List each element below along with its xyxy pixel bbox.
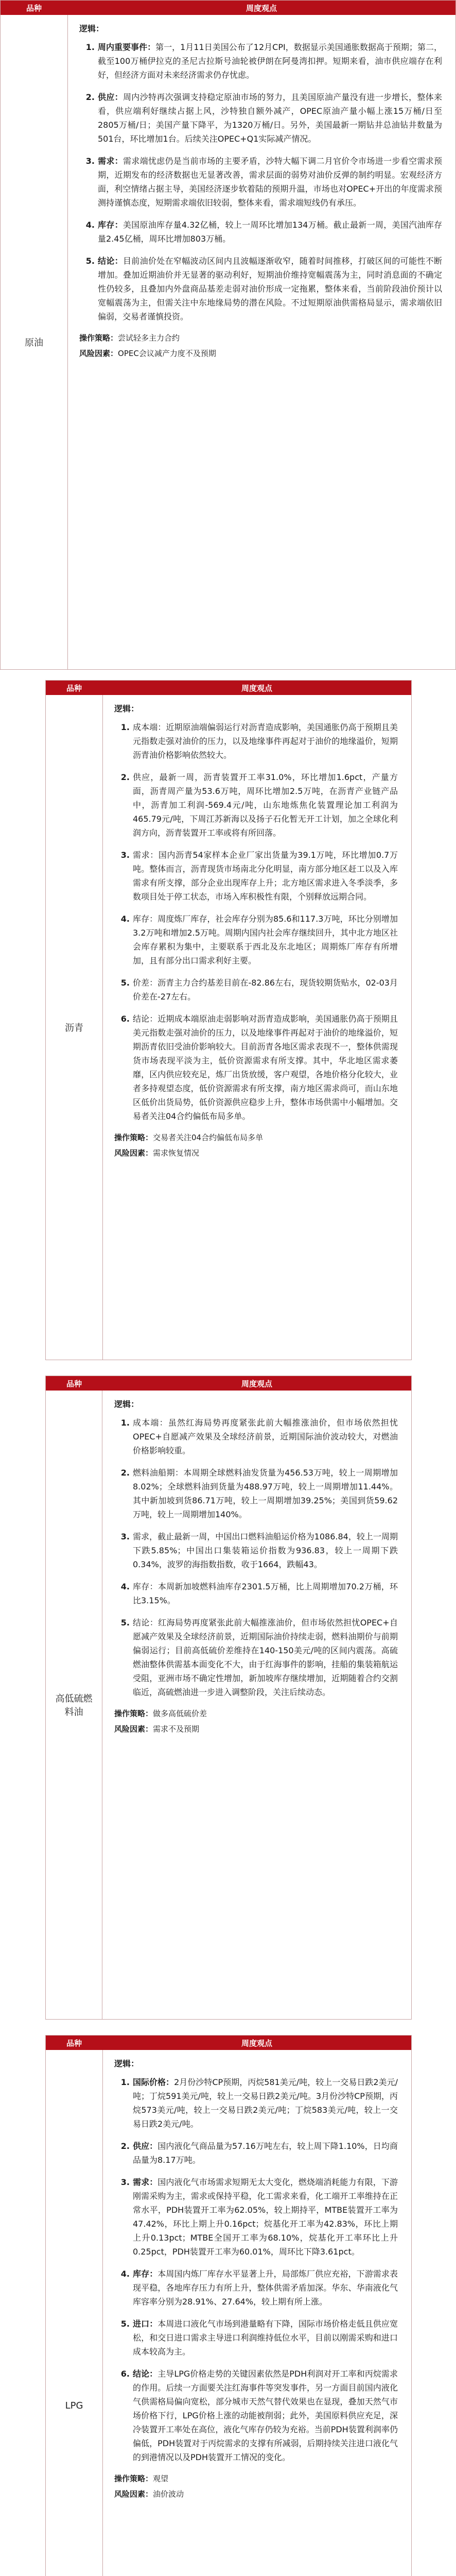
strategy-label: 操作策略： <box>79 333 118 343</box>
list-item <box>114 1416 398 1458</box>
item-number: 4. <box>120 1582 130 1591</box>
strategy-line <box>114 1131 398 1144</box>
header-col-variety: 品种 <box>26 3 42 13</box>
section-fuel-oil <box>45 1376 412 2020</box>
item-number: 1. <box>120 1418 130 1428</box>
risk-line <box>114 2488 398 2500</box>
item-text: 成本端：近期原油端偏弱运行对沥青造成影响，美国通胀仍高于预期且美元指数走强对油价的压力，以及地缘事件再起对于油价的地缘溢价，短期沥青油价格影响依然较大。 <box>133 722 398 760</box>
item-title: 国际价格： <box>133 2077 174 2087</box>
item-title: 周内重要事件： <box>98 42 156 52</box>
risk-text: OPEC会议减产力度不及预期 <box>118 349 216 358</box>
item-title: 结论： <box>98 256 123 266</box>
item-title: 进口： <box>133 2319 158 2329</box>
item-title: 结论： <box>133 2369 158 2379</box>
section-crude-oil <box>0 0 456 670</box>
variety-name: 沥青 <box>46 695 103 1360</box>
table-header <box>46 681 411 695</box>
item-number: 2. <box>120 1468 130 1478</box>
strategy-text: 尝试轻多主力合约 <box>118 333 180 343</box>
item-text: 价差：沥青主力合约基差目前在-82.86左右，现货较期货贴水，02-03月价差在-27左右。 <box>133 978 398 1002</box>
variety-name: 原油 <box>1 15 68 669</box>
item-number: 2. <box>85 92 95 102</box>
logic-label: 逻辑： <box>114 1399 139 1409</box>
risk-text: 需求不及预期 <box>153 1724 200 1734</box>
item-text: 燃料油船期：本周期全球燃料油发货量为456.53万吨，较上一周期增加8.02%；全球燃料油到货量为488.97万吨，较上一周期增加11.44%。其中新加坡到货86.71万吨，较上一周期增加39.25%；美国到货59.62万吨，较上一周期增加140%。 <box>133 1468 398 1519</box>
strategy-line <box>114 2472 398 2485</box>
item-number: 3. <box>120 850 130 860</box>
item-title: 库存： <box>133 2269 158 2279</box>
item-text: 需求：国内沥青54家样本企业厂家出货量为39.1万吨，环比增加0.7万吨。整体而言，沥青现货市场南北分化明显，南方部分地区赶工以及入库需求有所支撑，部分企业出现库存上升；北方地区需求进入冬季淡季，多数项目处于停工状态，市场入库积极性有限，个别释放远期合同。 <box>133 850 398 902</box>
header-col-variety: 品种 <box>66 2038 82 2048</box>
item-text: 供应，最新一周，沥青装置开工率31.0%，环比增加1.6pct，产量方面，沥青周产量为53.6万吨，周环比增加2.5万吨，在沥青产业链产品中，沥青加工利润-569.4元/吨，山东地炼焦化装置理论加工利润为465.79元/吨，下周江苏新海以及扬子石化暂无开工计划，加之全球化利润方向，沥青装置开工率或将有所回落。 <box>133 772 398 838</box>
item-number: 4. <box>120 2269 130 2279</box>
list-item <box>79 40 442 82</box>
risk-label: 风险因素： <box>114 2489 153 2499</box>
list-item <box>114 1616 398 1699</box>
section-lpg <box>45 2035 412 2576</box>
item-number: 6. <box>120 1014 130 1024</box>
item-text: 2月份沙特CP预期，丙烷581美元/吨，较上一交易日跌2美元/吨；丁烷591美元/吨，较上一交易日跌2美元/吨。3月份沙特CP预期，丙烷573美元/吨，较上一交易日跌2美元/吨；丁烷583美元/吨，较上一交易日跌2美元/吨。 <box>133 2077 398 2129</box>
item-text: 需求，截止最新一周，中国出口燃料油船运价格为1086.84，较上一周期下跌5.85%；中国出口集装箱运价指数为936.83，较上一周期下跌0.34%，波罗的海指数指数，收于1664，跌幅43。 <box>133 1532 398 1569</box>
item-number: 1. <box>120 722 130 732</box>
risk-line <box>114 1723 398 1735</box>
section-asphalt <box>45 680 412 1360</box>
risk-label: 风险因素： <box>79 349 118 358</box>
item-text: 库存：周度炼厂库存，社会库存分别为85.6和117.3万吨，环比分别增加3.2万吨和增加2.5万吨。周期内国内社会库存继续回升，其中北方地区社会库存累积为集中，主要联系于西北及东北地区；周期炼厂库存有所增加，且有部分出口需求利好主要。 <box>133 914 398 965</box>
item-title: 供应： <box>133 2141 158 2151</box>
list-item <box>114 1530 398 1571</box>
item-text: 国内液化气市场需求短期无太大变化，燃烧端消耗能力有限，下游刚需采购为主，需求或保持平稳，化工需求来看，化工端开工率维持在正常水平，PDH装置开工率为62.05%，较上期持平，MTBE装置开工率为47.42%，环比上期上升0.16pct；烷基化开工率为42.83%，环比上期上升0.13pct；MTBE全国开工率为68.10%，烷基化开工率环比上升0.25pct，PDH装置开工率为60.01%，周环比下降3.61pct。 <box>133 2177 398 2257</box>
header-col-view: 周度观点 <box>241 2038 272 2048</box>
item-number: 5. <box>120 1618 130 1628</box>
item-text: 结论：近期成本端原油走弱影响对沥青造成影响，美国通胀仍高于预期且美元指数走强对油价的压力，以及地缘事件再起对于油价的地缘溢价，短期沥青依旧受油价影响较大。目前沥青各地区需求表现不一，整体供需现货市场表现平淡为主，低价资源需求有所支撑。其中，华北地区需求萎靡，区内供应较充足，炼厂出货放缓，客户观望，各地价格分化较大，业者多持观望态度，低价资源需求有所支撑，南方地区需求尚可，而山东地区低价出货局势，低价资源供应稳步上升，整体市场供需中小幅增加。交易者关注04合约偏低布局多单。 <box>133 1014 398 1121</box>
list-item <box>79 154 442 210</box>
item-number: 4. <box>120 914 130 924</box>
strategy-text: 观望 <box>153 2474 169 2483</box>
list-item <box>114 720 398 762</box>
item-number: 5. <box>120 978 130 988</box>
list-item <box>114 1466 398 1521</box>
item-number: 3. <box>120 2177 130 2187</box>
strategy-label: 操作策略： <box>114 2474 153 2483</box>
list-item <box>79 254 442 324</box>
item-number: 2. <box>120 772 130 782</box>
list-item <box>79 90 442 146</box>
item-text: 本周国内炼厂库存水平显著上升，局部炼厂供应充裕，下游需求表现平稳，各地库存压力有所上升，整体供需矛盾加深。华东、华南液化气库容率分别为28.91%、27.64%，较上期有所上涨。 <box>133 2269 398 2307</box>
item-text: 第一，1月11日美国公布了12月CPI，数据显示美国通胀数据高于预期；第二，截至100万桶伊拉克的圣尼古拉斯号油轮被伊朗在阿曼湾扣押。短期来看，油市供应端存在利好，但经济方面对未来经济需求仍存忧虑。 <box>98 42 442 80</box>
list-item <box>114 770 398 840</box>
risk-line <box>79 347 442 360</box>
header-col-variety: 品种 <box>66 1379 82 1388</box>
item-text: 主导LPG价格走势的关键因素依然是PDH利润对开工率和丙烷需求的作用。后续一方面要关注红海事件等突发事件，另一方面目前国内液化气供需格局偏向宽松，部分城市天然气替代效果也在显现，叠加天然气市场价格下行，LPG价格上涨的动能被削弱；此外，美国原料供应充足，深冷装置开工率处在高位，液化气库存仍较为充裕。当前PDH装置利润率仍偏低，PDH装置对于丙烷需求的支撑有所减弱，后期持续关注进口液化气的到港情况以及PDH装置开工情况的变化。 <box>133 2369 398 2462</box>
logic-label: 逻辑： <box>79 24 104 33</box>
header-col-variety: 品种 <box>66 683 82 693</box>
item-number: 1. <box>85 42 95 52</box>
list-item <box>79 218 442 246</box>
list-item <box>114 2139 398 2167</box>
item-title: 供应： <box>98 92 123 102</box>
list-item <box>114 912 398 968</box>
item-number: 2. <box>120 2141 130 2151</box>
strategy-line <box>79 332 442 344</box>
strategy-text: 交易者关注04合约偏低布局多单 <box>153 1133 264 1142</box>
item-text: 需求端忧虑仍是当前市场的主要矛盾，沙特大幅下调二月官价令市场进一步看空需求预期，近期发布的经济数据也无显著改善，需求层面的弱势对油价反弹的制约明显。宏观经济方面，利空情绪占据主导，美国经济逐步软着陆的预期升温，市场也对OPEC+开出的年度需求预测持谨慎态度，短期需求端依旧较弱，整体来看，需求端短线仍有承压。 <box>98 156 442 208</box>
list-item <box>114 1012 398 1123</box>
item-text: 目前油价处在窄幅波动区间内且波幅逐渐收窄，随着时间推移，打破区间的可能性不断增加。叠加近期油价并无显著的驱动利好，短期油价维持宽幅震荡为主，同时消息面的不确定性仍较多，且叠加内外盘商品基差走弱对油价形成一定拖累，整体来看，当前阶段油价预计以宽幅震荡为主，但需关注中东地缘局势的潜在风险。不过短期原油供需格局显示，需求端依旧偏弱，交易者谨慎投资。 <box>98 256 442 321</box>
header-col-view: 周度观点 <box>241 1379 272 1388</box>
table-header <box>46 1376 411 1391</box>
list-item <box>114 2317 398 2359</box>
list-item <box>114 2175 398 2259</box>
item-number: 5. <box>120 2319 130 2329</box>
variety-name: 高低硫燃料油 <box>46 1391 102 2019</box>
header-col-view: 周度观点 <box>241 683 272 693</box>
item-title: 需求： <box>98 156 123 166</box>
item-text: 结论：红海局势再度紧张此前大幅推涨油价，但市场依然担忧OPEC+自愿减产效果及全球经济前景，近期国际油价持续走弱，燃料油期价与前期偏弱运行；目前高低硫价差维持在140-150美元/吨的区间内震荡。高硫燃油整体供需基本面变化不大，由于红海事件的影响，挂船的集装箱航运受阻，亚洲市场不确定性增加，新加坡库存继续增加，近期随着合约交割临近，高硫燃油进一步进入调整阶段，关注后续动态。 <box>133 1618 398 1697</box>
item-number: 3. <box>85 156 95 166</box>
item-title: 库存： <box>98 220 123 230</box>
item-title: 需求： <box>133 2177 158 2187</box>
item-text: 美国原油库存量4.32亿桶，较上一周环比增加134万桶。截止最新一周，美国汽油库存量2.45亿桶，周环比增加803万桶。 <box>98 220 442 244</box>
item-number: 1. <box>120 2077 130 2087</box>
variety-name: LPG <box>46 2050 103 2576</box>
table-header <box>1 1 455 15</box>
item-number: 6. <box>120 2369 130 2379</box>
list-item <box>114 1580 398 1607</box>
item-text: 国内液化气商品量为57.16万吨左右，较上周下降1.10%，日均商品量为8.17万吨。 <box>133 2141 398 2165</box>
strategy-label: 操作策略： <box>114 1709 153 1718</box>
item-number: 4. <box>85 220 95 230</box>
list-item <box>114 2267 398 2309</box>
risk-text: 需求恢复情况 <box>153 1148 200 1158</box>
item-text: 库存：本周新加坡燃料油库存2301.5万桶，比上周期增加70.2万桶，环比3.15%。 <box>133 1582 398 1605</box>
logic-label: 逻辑： <box>114 2059 139 2069</box>
item-number: 3. <box>120 1532 130 1541</box>
list-item <box>114 848 398 904</box>
list-item <box>114 976 398 1004</box>
strategy-line <box>114 1707 398 1720</box>
item-text: 本周进口液化气市场到港量略有下降，国际市场价格走低且供应宽松，和交日进口需求主导进口利润维持低位水平，目前以刚需采购和进口成本较高为主。 <box>133 2319 398 2357</box>
risk-line <box>114 1147 398 1159</box>
header-col-view: 周度观点 <box>245 3 277 13</box>
item-text: 成本端：虽然红海局势再度紧张此前大幅推涨油价，但市场依然担忧OPEC+自愿减产效果及全球经济前景，近期国际油价波动较大，对燃油价格影响较重。 <box>133 1418 398 1455</box>
risk-label: 风险因素： <box>114 1724 153 1734</box>
list-item <box>114 2367 398 2464</box>
logic-label: 逻辑： <box>114 704 139 714</box>
item-number: 5. <box>85 256 95 266</box>
risk-text: 油价波动 <box>153 2489 184 2499</box>
table-header <box>46 2036 411 2050</box>
strategy-label: 操作策略： <box>114 1133 153 1142</box>
strategy-text: 做多高低硫价差 <box>153 1709 207 1718</box>
risk-label: 风险因素： <box>114 1148 153 1158</box>
item-text: 周内沙特再次强调支持稳定原油市场的努力，且美国原油产量没有进一步增长，整体来看，供应端利好继续占据上风，沙特独自额外减产，OPEC原油产量小幅上涨15万桶/日至2805万桶/日；美国产量下降平，为1320万桶/日。另外，美国最新一期钻井总油钻井数量为501台，环比增加1台。后续关注OPEC+Q1实际减产情况。 <box>98 92 442 144</box>
list-item <box>114 2075 398 2131</box>
